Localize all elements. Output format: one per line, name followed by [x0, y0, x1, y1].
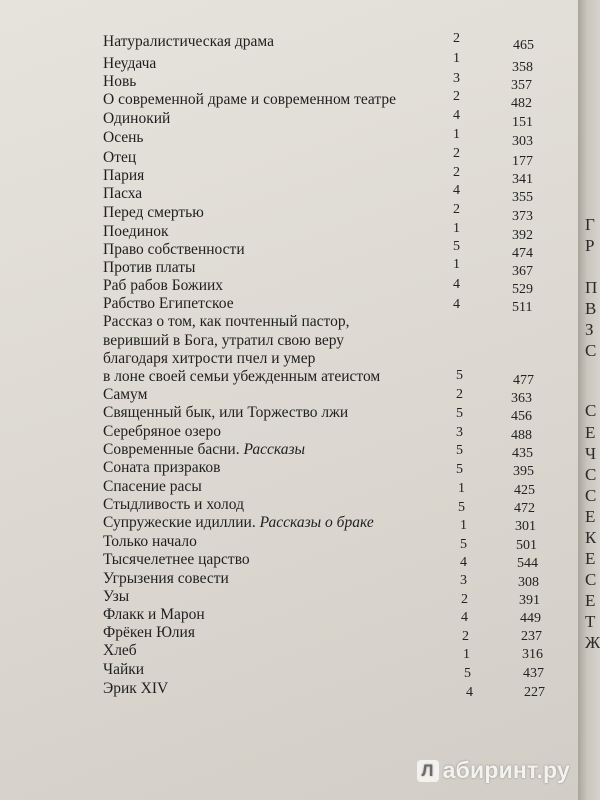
entry-title [103, 294, 234, 314]
entry-title [103, 148, 136, 168]
toc-entry [0, 660, 578, 680]
entry-page-number: 395 [513, 464, 534, 479]
entry-volume: 5 [456, 462, 463, 477]
entry-page-number: 437 [523, 666, 544, 681]
entry-volume: 5 [456, 406, 463, 421]
toc-entry [0, 367, 578, 387]
entry-title-text: Осень [103, 129, 144, 146]
entry-volume: 1 [453, 51, 460, 66]
entry-title-text: Супружеские идиллии. [103, 514, 256, 531]
entry-title [103, 422, 221, 442]
entry-title-text: Фрёкен Юлия [103, 624, 195, 641]
entry-title-text: Неудача [103, 55, 157, 72]
entry-volume: 4 [466, 685, 473, 700]
entry-page-number: 391 [519, 593, 540, 608]
entry-volume: 3 [453, 71, 460, 86]
entry-title [103, 203, 204, 223]
toc-entry [0, 385, 578, 405]
entry-title [103, 331, 344, 351]
adjacent-page-letter: Е [585, 423, 596, 442]
entry-title [103, 240, 245, 260]
adjacent-page-letter: Е [585, 591, 596, 610]
adjacent-page-letter: С [585, 465, 597, 484]
toc-entry [0, 203, 578, 223]
entry-page-number: 482 [511, 96, 532, 111]
entry-title-text: в лоне своей семьи убежденным атеистом [103, 368, 381, 385]
entry-page-number: 529 [512, 282, 533, 297]
toc-entry [0, 148, 578, 168]
entry-title-text: Чайки [103, 661, 145, 678]
entry-title [103, 222, 169, 242]
entry-title [103, 513, 374, 533]
entry-title-text: Флакк и Марон [103, 606, 205, 623]
entry-page-number: 477 [513, 373, 534, 388]
entry-title-text: Самум [103, 386, 148, 403]
adjacent-page-letter: З [585, 320, 594, 339]
entry-title [103, 587, 129, 607]
entry-title [103, 109, 170, 129]
entry-volume: 1 [453, 127, 460, 142]
entry-volume: 2 [453, 31, 460, 46]
entry-title-text: Натуралистическая драма [103, 33, 274, 50]
entry-volume: 4 [453, 183, 460, 198]
toc-entry [0, 109, 578, 129]
entry-title [103, 440, 305, 460]
toc-entry [0, 240, 578, 260]
entry-page-number: 237 [521, 629, 542, 644]
adjacent-page-letter: С [585, 401, 597, 420]
toc-entry [0, 128, 578, 148]
entry-title [103, 54, 156, 74]
entry-page-number: 363 [511, 391, 532, 406]
entry-title [103, 660, 144, 680]
toc-entry [0, 513, 578, 533]
toc-entry [0, 166, 578, 186]
entry-title [103, 276, 223, 296]
entry-volume: 1 [460, 518, 467, 533]
entry-title-text: Хлеб [103, 642, 137, 659]
entry-page-number: 474 [512, 246, 533, 261]
toc-entry [0, 458, 578, 478]
toc-entry [0, 184, 578, 204]
entry-title [103, 349, 315, 369]
entry-page-number: 341 [512, 172, 533, 187]
toc-entry [0, 477, 578, 497]
entry-page-number: 151 [512, 115, 533, 130]
entry-title [103, 184, 142, 204]
entry-title-text: Одинокий [103, 110, 171, 127]
entry-page-number: 367 [512, 264, 533, 279]
entry-title [103, 623, 195, 643]
entry-page-number: 488 [511, 428, 532, 443]
entry-page-number: 227 [524, 685, 545, 700]
entry-page-number: 301 [515, 519, 536, 534]
entry-page-number: 449 [520, 611, 541, 626]
entry-title-text: Рассказ о том, как почтенный пастор, [103, 313, 350, 330]
entry-volume: 2 [456, 387, 463, 402]
toc-entry [0, 532, 578, 552]
entry-volume: 4 [453, 108, 460, 123]
toc-entry [0, 276, 578, 296]
entry-title-text: Рабство Египетское [103, 295, 234, 312]
adjacent-page-letter: С [585, 486, 597, 505]
entry-page-number: 501 [516, 538, 537, 553]
entry-page-number: 358 [512, 60, 533, 75]
toc-entry [0, 569, 578, 589]
entry-volume: 2 [453, 165, 460, 180]
toc-entry [0, 312, 578, 332]
entry-volume: 4 [461, 610, 468, 625]
toc-entry [0, 90, 578, 110]
toc-entry [0, 641, 578, 661]
adjacent-page-letter: Р [585, 236, 595, 255]
toc-entry [0, 422, 578, 442]
entry-title [103, 90, 396, 110]
adjacent-page-edge [578, 0, 600, 800]
entry-title-text: Угрызения совести [103, 570, 229, 587]
entry-title-text: Против платы [103, 259, 196, 276]
entry-title [103, 312, 350, 332]
entry-volume: 4 [453, 297, 460, 312]
entry-page-number: 425 [514, 483, 535, 498]
adjacent-page-letter: Е [585, 507, 596, 526]
entry-volume: 3 [456, 425, 463, 440]
entry-title [103, 495, 244, 515]
entry-title [103, 128, 144, 148]
entry-title-text: Поединок [103, 223, 169, 240]
entry-subtitle: Рассказы о браке [255, 514, 374, 531]
entry-volume: 5 [456, 368, 463, 383]
entry-title [103, 550, 250, 570]
adjacent-page-letter: Ч [585, 444, 597, 463]
entry-title [103, 72, 136, 92]
entry-page-number: 511 [512, 300, 533, 315]
entry-title-text: Узы [103, 588, 130, 605]
adjacent-page-letter: Ж [585, 633, 600, 652]
entry-volume: 2 [453, 89, 460, 104]
entry-volume: 3 [460, 573, 467, 588]
adjacent-page-letter: К [585, 528, 597, 547]
labirint-watermark [417, 757, 570, 784]
entry-volume: 5 [453, 239, 460, 254]
entry-title [103, 679, 168, 699]
toc-entry [0, 440, 578, 460]
entry-page-number: 435 [512, 446, 533, 461]
toc-entry [0, 331, 578, 351]
adjacent-page-letter: П [585, 278, 598, 297]
toc-entry [0, 679, 578, 699]
entry-volume: 5 [464, 666, 471, 681]
adjacent-page-letter: Г [585, 215, 595, 234]
toc-entry [0, 222, 578, 242]
entry-volume: 1 [463, 647, 470, 662]
entry-page-number: 308 [518, 575, 539, 590]
entry-title [103, 367, 380, 387]
entry-page-number: 303 [512, 134, 533, 149]
entry-title [103, 641, 137, 661]
toc-entry [0, 495, 578, 515]
entry-title-text: веривший в Бога, утратил свою веру [103, 332, 345, 349]
entry-title [103, 532, 197, 552]
entry-title-text: Спасение расы [103, 478, 202, 495]
entry-volume: 2 [462, 629, 469, 644]
entry-title [103, 32, 274, 52]
toc-entry [0, 258, 578, 278]
entry-page-number: 357 [511, 78, 532, 93]
entry-title-text: Новь [103, 73, 137, 90]
entry-title [103, 458, 220, 478]
entry-title-text: Стыдливость и холод [103, 496, 244, 513]
entry-title [103, 403, 348, 423]
entry-title-text: Право собственности [103, 241, 245, 258]
entry-title-text: Тысячелетнее царство [103, 551, 250, 568]
entry-title [103, 385, 147, 405]
labirint-logo-icon: Л [417, 760, 439, 782]
entry-page-number: 544 [517, 556, 538, 571]
entry-volume: 1 [453, 257, 460, 272]
adjacent-page-letter: Т [585, 612, 596, 631]
entry-title [103, 258, 195, 278]
adjacent-page-letter: В [585, 299, 597, 318]
entry-title-text: Современные басни. [103, 441, 240, 458]
toc-entry [0, 550, 578, 570]
entry-title-text: Только начало [103, 533, 197, 550]
entry-title-text: О современной драме и современном театре [103, 91, 397, 108]
entry-title-text: Отец [103, 149, 137, 166]
entry-volume: 2 [461, 592, 468, 607]
entry-title [103, 477, 202, 497]
entry-volume: 5 [460, 537, 467, 552]
entry-title-text: Перед смертью [103, 204, 204, 221]
entry-title [103, 605, 205, 625]
toc-entry [0, 32, 578, 52]
toc-entry [0, 623, 578, 643]
watermark-text: абиринт.ру [442, 757, 570, 783]
toc-entry [0, 51, 578, 75]
entry-page-number: 355 [512, 190, 533, 205]
entry-title-text: Раб рабов Божиих [103, 277, 224, 294]
entry-volume: 2 [453, 202, 460, 217]
entry-volume: 1 [458, 481, 465, 496]
entry-page-number: 465 [513, 38, 534, 53]
entry-page-number: 316 [522, 647, 543, 662]
entry-title-text: Пасха [103, 185, 143, 202]
entry-page-number: 392 [512, 228, 533, 243]
adjacent-page-letter: Е [585, 549, 596, 568]
entry-volume: 1 [453, 221, 460, 236]
entry-page-number: 472 [514, 501, 535, 516]
entry-title-text: Священный бык, или Торжество лжи [103, 404, 349, 421]
entry-page-number: 177 [512, 154, 533, 169]
toc-entry [0, 349, 578, 369]
toc-entry [0, 294, 578, 314]
entry-volume: 4 [460, 555, 467, 570]
entry-volume: 4 [453, 277, 460, 292]
toc-entry [0, 587, 578, 607]
entry-title-text: Соната призраков [103, 459, 221, 476]
toc-entry [0, 72, 578, 92]
entry-subtitle: Рассказы [239, 441, 306, 458]
entry-title [103, 166, 144, 186]
entry-title-text: Пария [103, 167, 145, 184]
entry-volume: 2 [453, 146, 460, 161]
toc-entry [0, 403, 578, 423]
entry-title-text: Эрик XIV [103, 680, 169, 697]
toc-entry [0, 605, 578, 625]
entry-volume: 5 [458, 500, 465, 515]
entry-page-number: 373 [512, 209, 533, 224]
entry-title-text: Серебряное озеро [103, 423, 222, 440]
entry-volume: 5 [456, 443, 463, 458]
entry-title [103, 569, 229, 589]
adjacent-page-letter: С [585, 570, 597, 589]
adjacent-page-letter: С [585, 341, 597, 360]
entry-title-text: благодаря хитрости пчел и умер [103, 350, 316, 367]
entry-page-number: 456 [511, 409, 532, 424]
